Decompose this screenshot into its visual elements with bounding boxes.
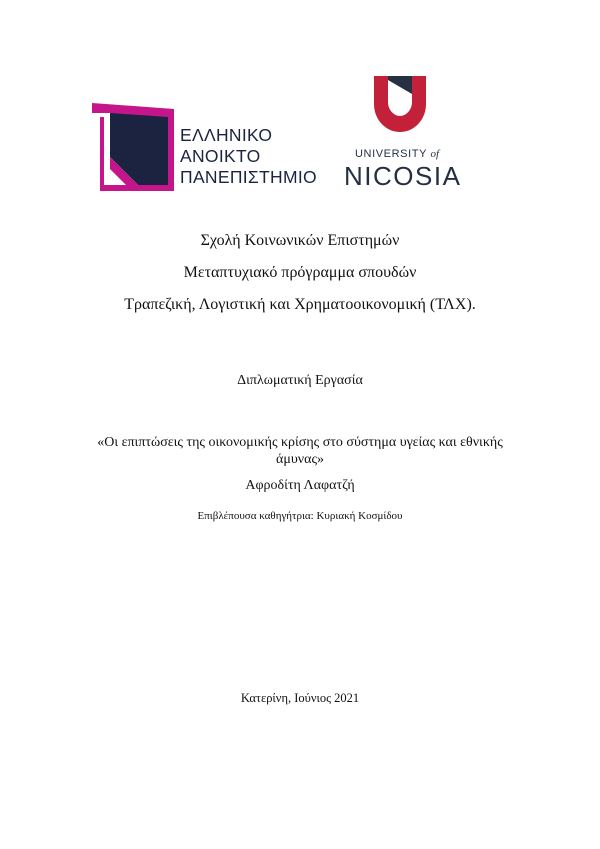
eap-line-2: ΑΝΟΙΚΤΟ [180, 146, 261, 166]
logos-header [0, 0, 600, 200]
eap-wordmark [180, 125, 317, 188]
unic-nicosia-text: NICOSIA [344, 161, 462, 191]
program-track: Τραπεζική, Λογιστική και Χρηματοοικονομική (ΤΛΧ). [124, 296, 476, 313]
university-of-nicosia-logo [344, 76, 462, 191]
hellenic-open-university-logo [92, 103, 332, 195]
eap-book-icon [92, 103, 174, 191]
unic-of-word: of [430, 148, 440, 160]
unic-shield-icon [374, 76, 426, 132]
supervisor-line: Επιβλέπουσα καθηγήτρια: Κυριακή Κοσμίδου [197, 510, 403, 522]
thesis-title: «Οι επιπτώσεις της οικονομικής κρίσης στο σύστημα υγείας και εθνικής άμυνας» [97, 435, 503, 467]
author-name: Αφροδίτη Λαφατζή [245, 478, 355, 493]
school-name: Σχολή Κοινωνικών Επιστημών [200, 232, 400, 249]
thesis-type-label: Διπλωματική Εργασία [237, 373, 363, 388]
program-name: Μεταπτυχιακό πρόγραμμα σπουδών [183, 264, 417, 281]
place-and-date: Κατερίνη, Ιούνιος 2021 [240, 691, 360, 705]
unic-university-word: UNIVERSITY [355, 148, 427, 160]
eap-line-1: ΕΛΛΗΝΙΚΟ [180, 125, 273, 145]
eap-line-3: ΠΑΝΕΠΙΣΤΗΜΙΟ [180, 167, 317, 187]
unic-university-text [355, 148, 439, 160]
